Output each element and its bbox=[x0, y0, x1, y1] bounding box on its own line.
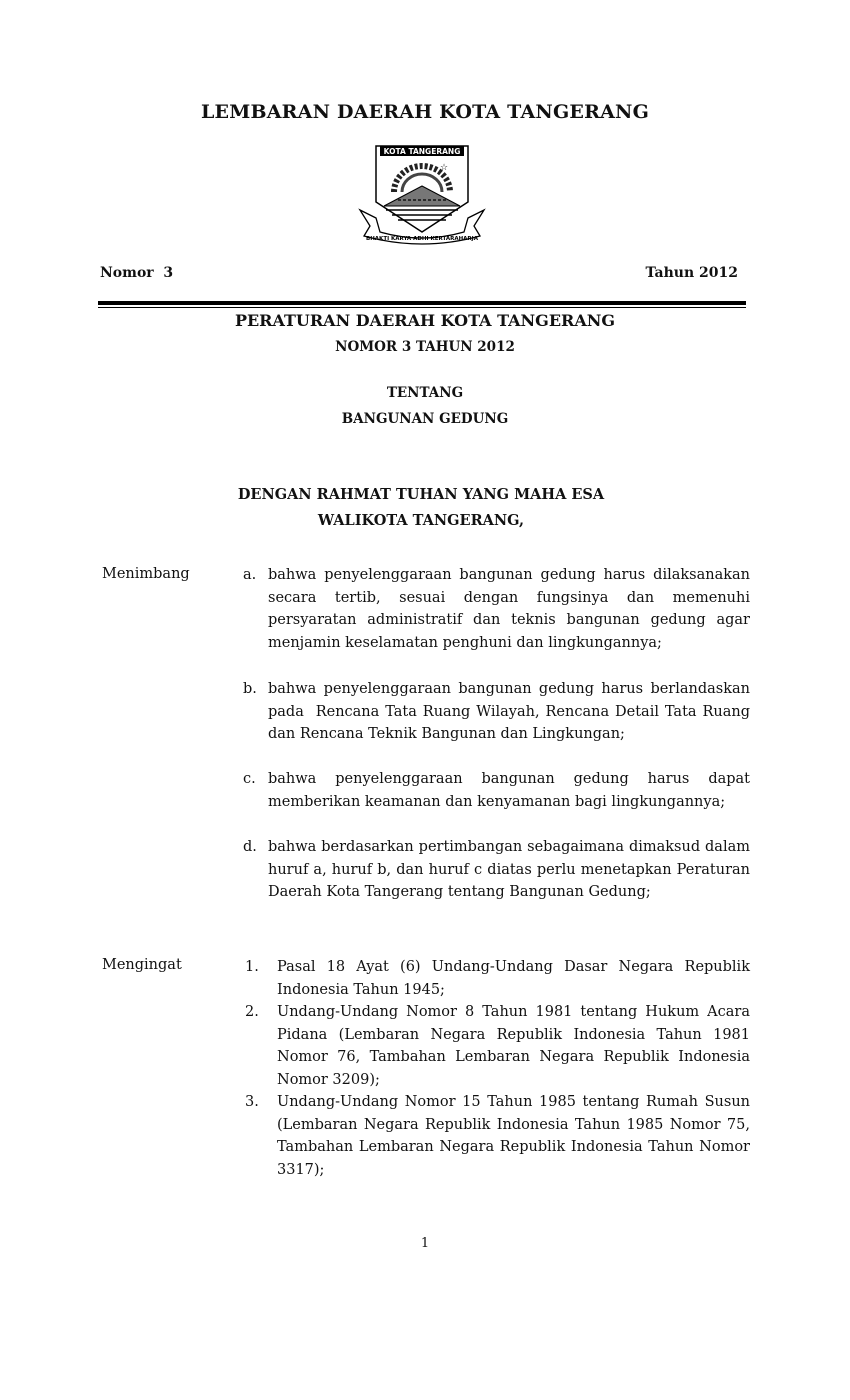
mengingat-item bbox=[245, 1001, 750, 1091]
item-marker: b. bbox=[243, 681, 257, 697]
gazette-number: Nomor 3 bbox=[100, 265, 174, 281]
regulation-about-label: TENTANG bbox=[386, 385, 464, 401]
item-text: Undang-Undang Nomor 8 Tahun 1981 tentang Hukum Acara Pidana (Lembaran Negara Republik Indonesia Tahun 1981 Nomor 76, Tambahan Lembaran Negara Republik Indonesia Nomor 3209); bbox=[277, 1004, 750, 1088]
regulation-subject: BANGUNAN GEDUNG bbox=[341, 411, 509, 427]
item-marker: c. bbox=[243, 771, 256, 787]
mengingat-label: Mengingat bbox=[102, 957, 182, 973]
header-divider-thick bbox=[98, 301, 746, 305]
item-text: Pasal 18 Ayat (6) Undang-Undang Dasar Negara Republik Indonesia Tahun 1945; bbox=[277, 959, 750, 998]
mengingat-item bbox=[245, 1091, 750, 1181]
menimbang-label: Menimbang bbox=[102, 566, 190, 582]
item-marker: a. bbox=[243, 567, 257, 583]
gazette-year: Tahun 2012 bbox=[645, 265, 738, 281]
item-marker: 1. bbox=[245, 959, 259, 975]
city-emblem-logo bbox=[358, 140, 486, 248]
svg-text:KOTA TANGERANG: KOTA TANGERANG bbox=[383, 147, 461, 156]
menimbang-item bbox=[243, 836, 750, 904]
preamble-line-1: DENGAN RAHMAT TUHAN YANG MAHA ESA bbox=[237, 486, 605, 503]
item-marker: 2. bbox=[245, 1004, 259, 1020]
page-number: 1 bbox=[420, 1236, 430, 1251]
preamble-line-2: WALIKOTA TANGERANG, bbox=[317, 512, 525, 529]
item-text: Undang-Undang Nomor 15 Tahun 1985 tentang Rumah Susun (Lembaran Negara Republik Indonesia Tahun 1985 Nomor 75, Tambahan Lembaran Negara Republik Indonesia Tahun Nomor 3317); bbox=[277, 1094, 750, 1178]
svg-text:BHAKTI KARYA ADHI KERTARAHARJA: BHAKTI KARYA ADHI KERTARAHARJA bbox=[366, 236, 478, 242]
item-marker: 3. bbox=[245, 1094, 259, 1110]
kota-tangerang-emblem-icon bbox=[358, 140, 486, 248]
mengingat-item bbox=[245, 956, 750, 1001]
header-divider-thin bbox=[98, 307, 746, 308]
item-marker: d. bbox=[243, 839, 257, 855]
document-title: LEMBARAN DAERAH KOTA TANGERANG bbox=[200, 101, 650, 123]
menimbang-item bbox=[243, 678, 755, 746]
item-text: bahwa penyelenggaraan bangunan gedung harus dilaksanakan secara tertib, sesuai dengan fungsinya dan memenuhi persyaratan administratif dan teknis bangunan gedung agar menjamin keselamatan penghuni dan lingkungannya; bbox=[268, 567, 750, 651]
menimbang-item bbox=[243, 564, 750, 654]
regulation-title: PERATURAN DAERAH KOTA TANGERANG bbox=[234, 311, 616, 330]
menimbang-item bbox=[243, 768, 750, 813]
regulation-number: NOMOR 3 TAHUN 2012 bbox=[335, 339, 515, 355]
svg-text:☆: ☆ bbox=[440, 163, 449, 173]
item-text: bahwa penyelenggaraan bangunan gedung harus berlandaskan pada Rencana Tata Ruang Wilayah, Rencana Detail Tata Ruang dan Rencana Teknik Bangunan dan Lingkungan; bbox=[268, 681, 755, 742]
item-text: bahwa berdasarkan pertimbangan sebagaimana dimaksud dalam huruf a, huruf b, dan huruf c diatas perlu menetapkan Peraturan Daerah Kota Tangerang tentang Bangunan Gedung; bbox=[268, 839, 750, 900]
item-text: bahwa penyelenggaraan bangunan gedung harus dapat memberikan keamanan dan kenyamanan bagi lingkungannya; bbox=[268, 771, 750, 810]
